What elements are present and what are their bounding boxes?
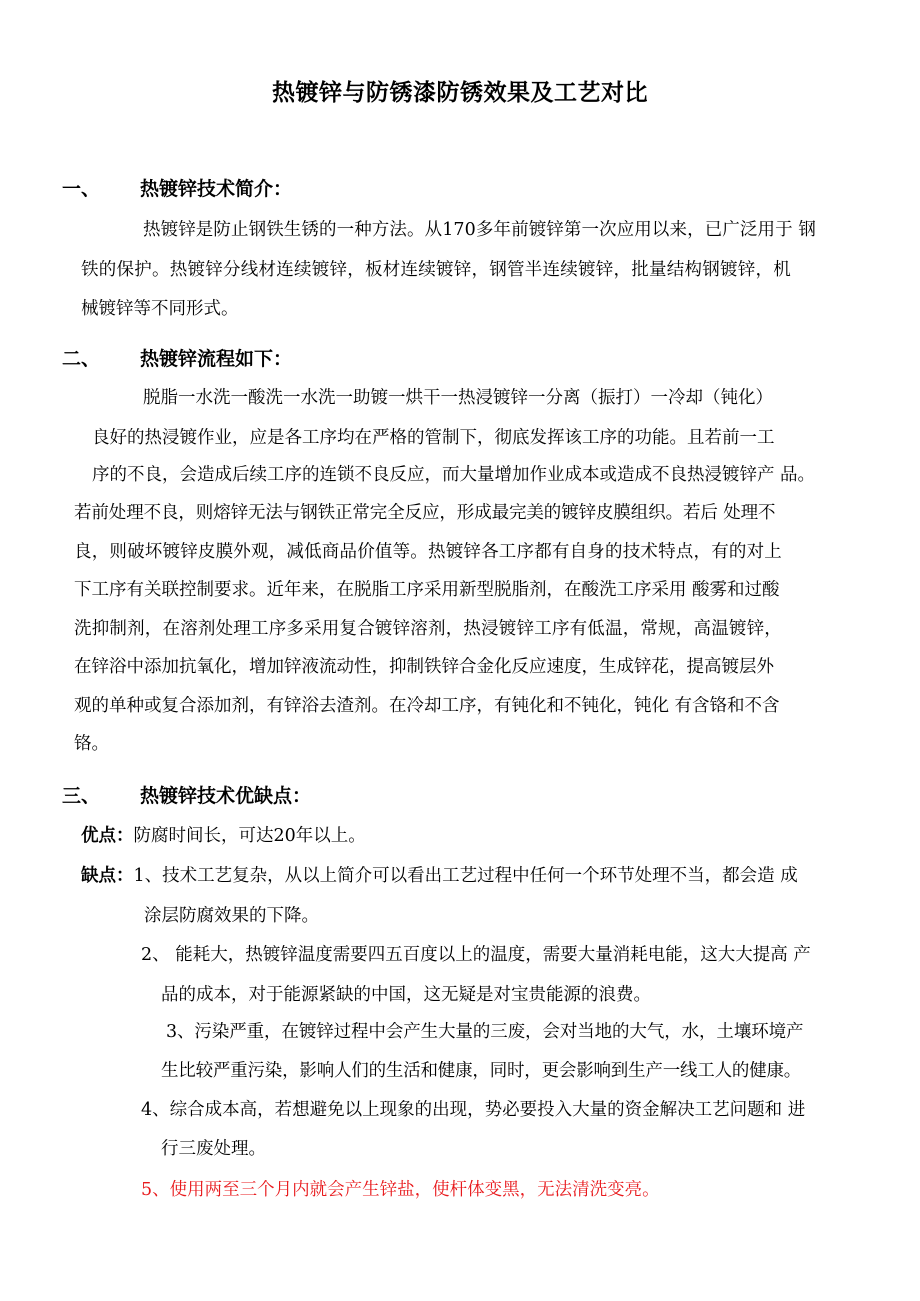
pros-text: 防腐时间长，可达20年以上。	[133, 826, 366, 846]
section-2-line: 若前处理不良，则熔锌无法与钢铁正常完全反应，形成最完美的镀锌皮膜组织。若后 处理不	[74, 503, 776, 523]
section-2-line: 铬。	[74, 734, 109, 754]
section-1-line: 热镀锌是防止钢铁生锈的一种方法。从170多年前镀锌第一次应用以来，已广泛用于 钢	[143, 220, 816, 240]
section-1-line: 铁的保护。热镀锌分线材连续镀锌，板材连续镀锌，钢管半连续镀锌，批量结构钢镀锌，机	[81, 260, 791, 280]
section-2-line: 在锌浴中添加抗氧化，增加锌液流动性，抑制铁锌合金化反应速度，生成锌花，提高镀层外	[74, 657, 774, 677]
cons-item-3-line-1: 3、污染严重，在镀锌过程中会产生大量的三废，会对当地的大气，水，土壤环境产	[166, 1022, 804, 1042]
section-2-title: 热镀锌流程如下：	[140, 348, 293, 370]
section-2-heading	[62, 344, 292, 371]
section-1-title: 热镀锌技术简介：	[140, 178, 293, 200]
cons-item-1-line-2: 涂层防腐效果的下降。	[144, 906, 319, 926]
section-3-number: 三、	[62, 785, 101, 807]
section-1-number: 一、	[62, 178, 101, 200]
cons-item-2-line-2: 品的成本，对于能源紧缺的中国，这无疑是对宝贵能源的浪费。	[161, 985, 651, 1005]
section-2-line: 脱脂一水洗一酸洗一水洗一助镀一烘干一热浸镀锌一分离（振打）一冷却（钝化）	[143, 388, 773, 408]
section-3-title: 热镀锌技术优缺点：	[140, 785, 312, 807]
cons-row	[81, 864, 798, 888]
section-1-heading	[62, 174, 292, 201]
cons-label: 缺点：	[81, 866, 134, 886]
section-1-line: 械镀锌等不同形式。	[81, 299, 239, 319]
pros-label: 优点：	[81, 826, 134, 846]
cons-item-5-highlighted: 5、使用两至三个月内就会产生锌盐，使杆体变黑，无法清洗变亮。	[141, 1180, 660, 1200]
document-title: 热镀锌与防锈漆防锈效果及工艺对比	[272, 80, 648, 106]
cons-item-4-line-2: 行三废处理。	[161, 1139, 266, 1159]
section-3-heading	[62, 781, 311, 808]
cons-item-4-line-1: 4、综合成本高，若想避免以上现象的出现，势必要投入大量的资金解决工艺问题和 进	[141, 1100, 806, 1120]
section-2-number: 二、	[62, 348, 101, 370]
section-2-line: 序的不良，会造成后续工序的连锁不良反应，而大量增加作业成本或造成不良热浸镀锌产 品。	[92, 465, 816, 485]
cons-item-1-line-1: 1、技术工艺复杂，从以上简介可以看出工艺过程中任何一个环节处理不当，都会造 成	[133, 866, 798, 886]
cons-item-2-line-1: 2、 能耗大，热镀锌温度需要四五百度以上的温度，需要大量消耗电能，这大大提高 产	[141, 945, 811, 965]
section-2-line: 良，则破坏镀锌皮膜外观，减低商品价值等。热镀锌各工序都有自身的技术特点，有的对上	[74, 542, 782, 562]
section-2-line: 良好的热浸镀作业，应是各工序均在严格的管制下，彻底发挥该工序的功能。且若前一工	[92, 428, 775, 448]
section-2-line: 观的单种或复合添加剂，有锌浴去渣剂。在冷却工序，有钝化和不钝化，钝化 有含铬和不含	[74, 696, 780, 716]
section-2-line: 洗抑制剂，在溶剂处理工序多采用复合镀锌溶剂，热浸镀锌工序有低温，常规，高温镀锌，	[74, 619, 782, 639]
section-2-line: 下工序有关联控制要求。近年来，在脱脂工序采用新型脱脂剂，在酸洗工序采用 酸雾和过酸	[74, 580, 780, 600]
pros-row	[81, 824, 366, 848]
cons-item-3-line-2: 生比较严重污染，影响人们的生活和健康，同时，更会影响到生产一线工人的健康。	[161, 1061, 802, 1081]
